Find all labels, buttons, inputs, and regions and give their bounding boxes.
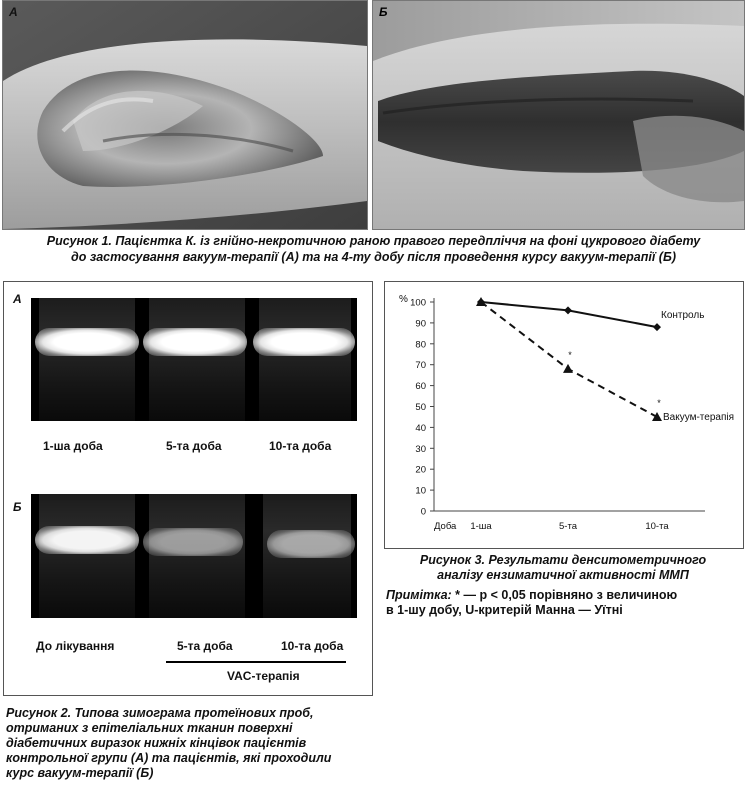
lane-a1-label: 1-ша доба [43,439,103,453]
y-tick-label: 60 [415,381,426,393]
y-tick-label: 0 [420,506,426,518]
zymogram-gel-b [31,494,357,618]
figure3-note [386,588,744,618]
figure2-caption-line: діабетичних виразок нижніх кінцівок пацієнтів [6,736,307,750]
zymogram-gel-a [31,298,357,421]
y-tick-label: 90 [415,318,426,330]
y-tick-label: 10 [415,485,426,497]
figure2-caption-line: Рисунок 2. Типова зимограма протеїнових проб, [6,706,314,720]
figure3-caption-line: Рисунок 3. Результати денситометричного [419,553,707,567]
lane-a2-label: 5-та доба [166,439,222,453]
gel-band [253,328,355,356]
figure2-caption [6,706,366,781]
vac-therapy-bracket [166,661,346,663]
gel-band [35,526,139,554]
y-tick-label: 80 [415,339,426,351]
note-line1-rest: * — p < 0,05 порівняно з величиною [451,588,678,602]
x-tick-label: 1-ша [470,521,492,532]
figure1-caption-line1: Рисунок 1. Пацієнтка К. із гнійно-некротичною раною правого передпліччя на фоні цукрового діабету [46,234,701,248]
gel-band [35,328,139,356]
series-line-0 [481,302,657,327]
significance-mark: * [657,397,661,408]
lane-b1-label: До лікування [36,639,115,653]
series-label: Контроль [661,310,705,322]
wound-photo-before [2,0,368,230]
significance-mark: * [568,349,572,360]
gel-band [143,528,243,556]
data-point [564,306,572,314]
zymogram-b-label: Б [13,500,22,514]
photo-b-label: Б [379,5,388,19]
gel-band [143,328,247,356]
series-label: Вакуум-терапія [663,411,735,423]
lane-a3-label: 10-та доба [269,439,332,453]
data-point [652,412,662,421]
gel-band [267,530,355,558]
y-tick-label: 50 [415,402,426,413]
x-axis-label: Доба [434,521,457,532]
lane-b3-label: 10-та доба [281,639,344,653]
x-tick-label: 5-та [559,521,577,532]
y-tick-label: 40 [415,422,426,434]
lane-b2-label: 5-та доба [177,639,233,653]
figure1-caption [0,233,747,265]
figure3-note-line1 [386,588,744,603]
figure2-caption-line: контрольної групи (А) та пацієнтів, які проходили [6,751,332,765]
note-prefix: Примітка: [386,588,452,602]
vac-therapy-label: VAC-терапія [227,669,300,683]
y-tick-label: 30 [415,443,426,455]
y-tick-label: 20 [415,464,426,476]
x-tick-label: 10-та [645,521,669,532]
y-axis-label: % [399,294,408,305]
data-point [563,364,573,373]
densitometry-chart [385,282,743,548]
y-tick-label: 70 [415,360,426,372]
wound-photo-after [372,0,745,230]
zymogram-figure [3,281,373,696]
figure3-caption-line: аналізу ензиматичної активності ММП [437,568,689,582]
data-point [653,323,661,331]
figure1-caption-line2: до застосування вакуум-терапії (А) та на 4-ту добу після проведення курсу вакуум-терапії (Б) [71,250,676,264]
figure2-caption-line: отриманих з епітеліальних тканин поверхні [6,721,293,735]
figure3-caption [384,553,742,583]
figure2-caption-line: курс вакуум-терапії (Б) [6,766,154,780]
figure3-note-line2: в 1-шу добу, U-критерій Манна — Уїтні [386,603,623,617]
y-tick-label: 100 [410,297,426,309]
photo-a-label: А [9,5,18,19]
zymogram-a-label: А [13,292,22,306]
densitometry-figure [384,281,744,549]
